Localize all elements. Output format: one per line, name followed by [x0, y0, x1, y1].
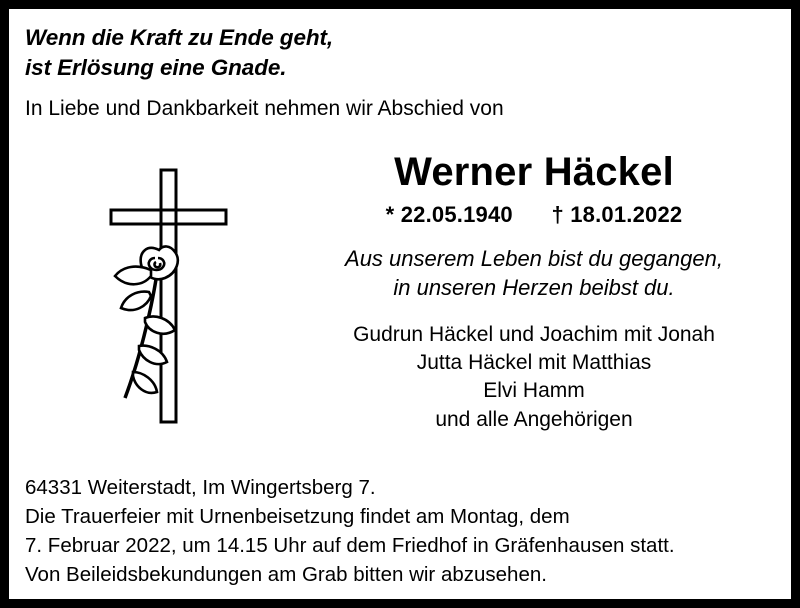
condolence-note: Von Beileidsbekundungen am Grab bitten wir abzusehen. — [25, 562, 547, 586]
verse-line-1: Aus unserem Leben bist du gegangen, — [345, 245, 723, 271]
deceased-block — [293, 128, 775, 434]
epitaph-line-2: ist Erlösung eine Gnade. — [25, 54, 287, 80]
body-area — [25, 128, 775, 458]
death-date: † 18.01.2022 — [551, 201, 683, 227]
life-dates — [293, 202, 775, 228]
notice-inner — [9, 9, 791, 599]
ceremony-line-2: 7. Februar 2022, um 14.15 Uhr auf dem Friedhof in Gräfenhausen statt. — [25, 533, 675, 557]
epitaph — [25, 23, 775, 82]
deceased-name: Werner Häckel — [394, 149, 674, 194]
address-line: 64331 Weiterstadt, Im Wingertsberg 7. — [25, 475, 376, 499]
epitaph-line-1: Wenn die Kraft zu Ende geht, — [25, 25, 334, 50]
birth-date: * 22.05.1940 — [385, 201, 513, 227]
funeral-details — [25, 473, 775, 589]
ceremony-line-1: Die Trauerfeier mit Urnenbeisetzung findet am Montag, dem — [25, 504, 570, 528]
intro-text: In Liebe und Dankbarkeit nehmen wir Abschied von — [25, 97, 504, 121]
family-line-4: und alle Angehörigen — [435, 407, 633, 431]
family-list — [293, 321, 775, 434]
memorial-verse — [293, 244, 775, 303]
family-line-2: Jutta Häckel mit Matthias — [416, 350, 652, 374]
verse-line-2: in unseren Herzen beibst du. — [393, 275, 675, 301]
family-line-1: Gudrun Häckel und Joachim mit Jonah — [353, 322, 715, 346]
family-line-3: Elvi Hamm — [483, 379, 585, 403]
cross-with-rose-icon — [93, 166, 273, 426]
